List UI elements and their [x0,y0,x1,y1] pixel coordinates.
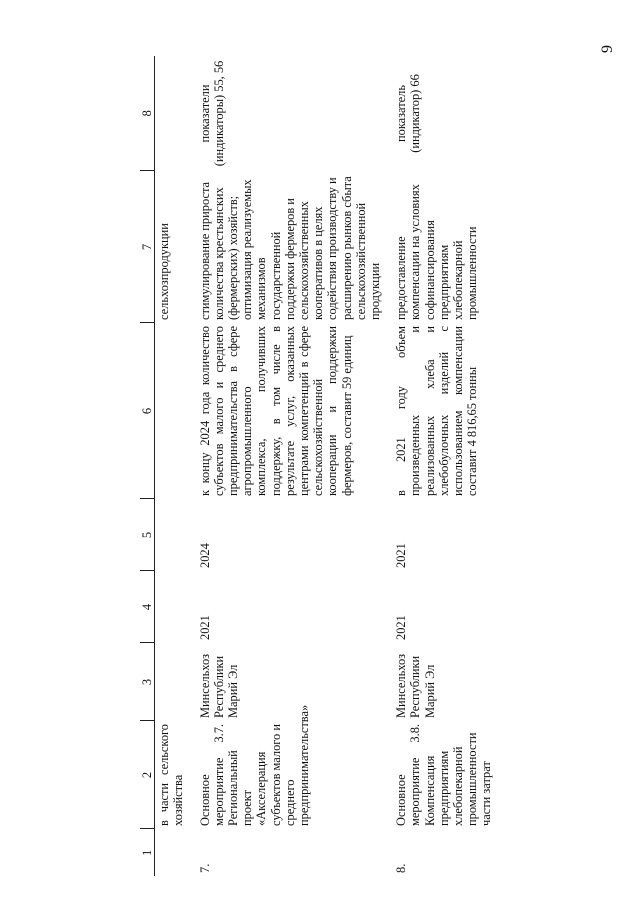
start-year: 2021 [394,615,409,640]
program-table [140,56,496,876]
header-cell: 2 [140,721,155,829]
indicators: показатель (индикатор) 66 [394,74,423,153]
indicators: показатели (индикаторы) 55, 56 [197,60,226,167]
header-cell: 7 [140,171,155,323]
start-year: 2021 [197,615,212,640]
header-cell: 5 [140,499,155,571]
header-cell: 6 [140,323,155,499]
end-year: 2024 [197,543,212,568]
executor: Минсельхоз Республики Марий Эл [197,653,241,718]
main-directions: предоставление компенсации на условиях софинансирования предприятиям хлебопекарной промышленности [394,184,480,320]
table-row [196,56,385,876]
measure-name: Основное мероприятие 3.8. Компенсация предприятиям хлебопекарной промышленности части затрат [394,724,494,826]
expected-result: в 2021 году объем произведенных и реализованных хлеба и хлебобулочных изделий с использованием компенсации составит 4 816,65 тонны [394,326,480,496]
row-number: 8. [394,863,409,873]
header-cell: 4 [140,571,155,643]
executor: Минсельхоз Республики Марий Эл [394,653,437,718]
row-number: 7. [197,863,212,873]
expected-result: к концу 2024 года количество субъектов малого и среднего предпринимательства в сфере агропромышленного комплекса, получивших поддержку, в том числе в результате услуг, оказанных центрами компетенций в сфере сельскохозяйственной кооперации и поддержки фермеров, составит 59 единиц [197,326,354,496]
continuation-row [155,56,188,876]
measure-name: Основное мероприятие 3.7. Региональный проект «Акселерация субъектов малого и среднего предпринимательства» [197,704,312,826]
rotated-content [140,56,540,876]
end-year: 2021 [394,543,409,568]
table-row [392,56,495,876]
header-row [140,56,155,876]
continuation-directions: сельхозпродукции [157,223,172,320]
continuation-name: в части сельского хозяйства [157,724,186,826]
header-cell: 1 [140,829,155,876]
header-cell: 3 [140,643,155,721]
header-cell: 8 [140,56,155,171]
page-number: 9 [599,45,616,53]
main-directions: стимулирование прироста количества крестьянских (фермерских) хозяйств; оптимизация реализуемых механизмов государственной поддержки фермеров и сельскохозяйственных кооперативов в целях содействия производству и расширению рынков сбыта сельскохозяйственной продукции [197,176,383,320]
